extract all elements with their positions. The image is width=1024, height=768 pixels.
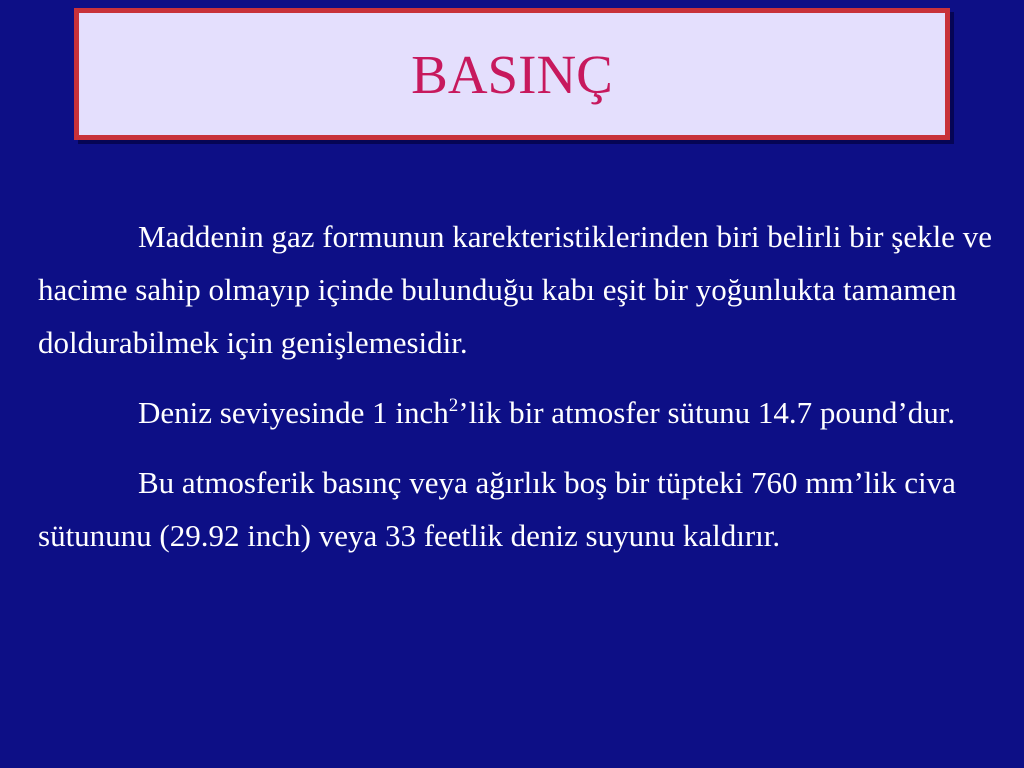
slide-title: BASINÇ bbox=[411, 43, 613, 105]
paragraph-atmosphere-column bbox=[38, 386, 1008, 439]
atmosphere-text-before: Deniz seviyesinde 1 inch bbox=[138, 395, 449, 430]
atmosphere-text-after: ’lik bir atmosfer sütunu 14.7 pound’dur. bbox=[458, 395, 956, 430]
paragraph-atmospheric-pressure: Bu atmosferik basınç veya ağırlık boş bir tüpteki 760 mm’lik civa sütununu (29.92 inch) veya 33 feetlik deniz suyunu kaldırır. bbox=[38, 465, 956, 553]
square-superscript: 2 bbox=[448, 395, 459, 416]
title-box bbox=[74, 8, 950, 140]
slide-body bbox=[38, 210, 1008, 562]
paragraph-gas-definition: Maddenin gaz formunun karekteristiklerinden biri belirli bir şekle ve hacime sahip olmayıp içinde bulunduğu kabı eşit bir yoğunlukta tamamen doldurabilmek için genişlemesidir. bbox=[38, 219, 992, 360]
